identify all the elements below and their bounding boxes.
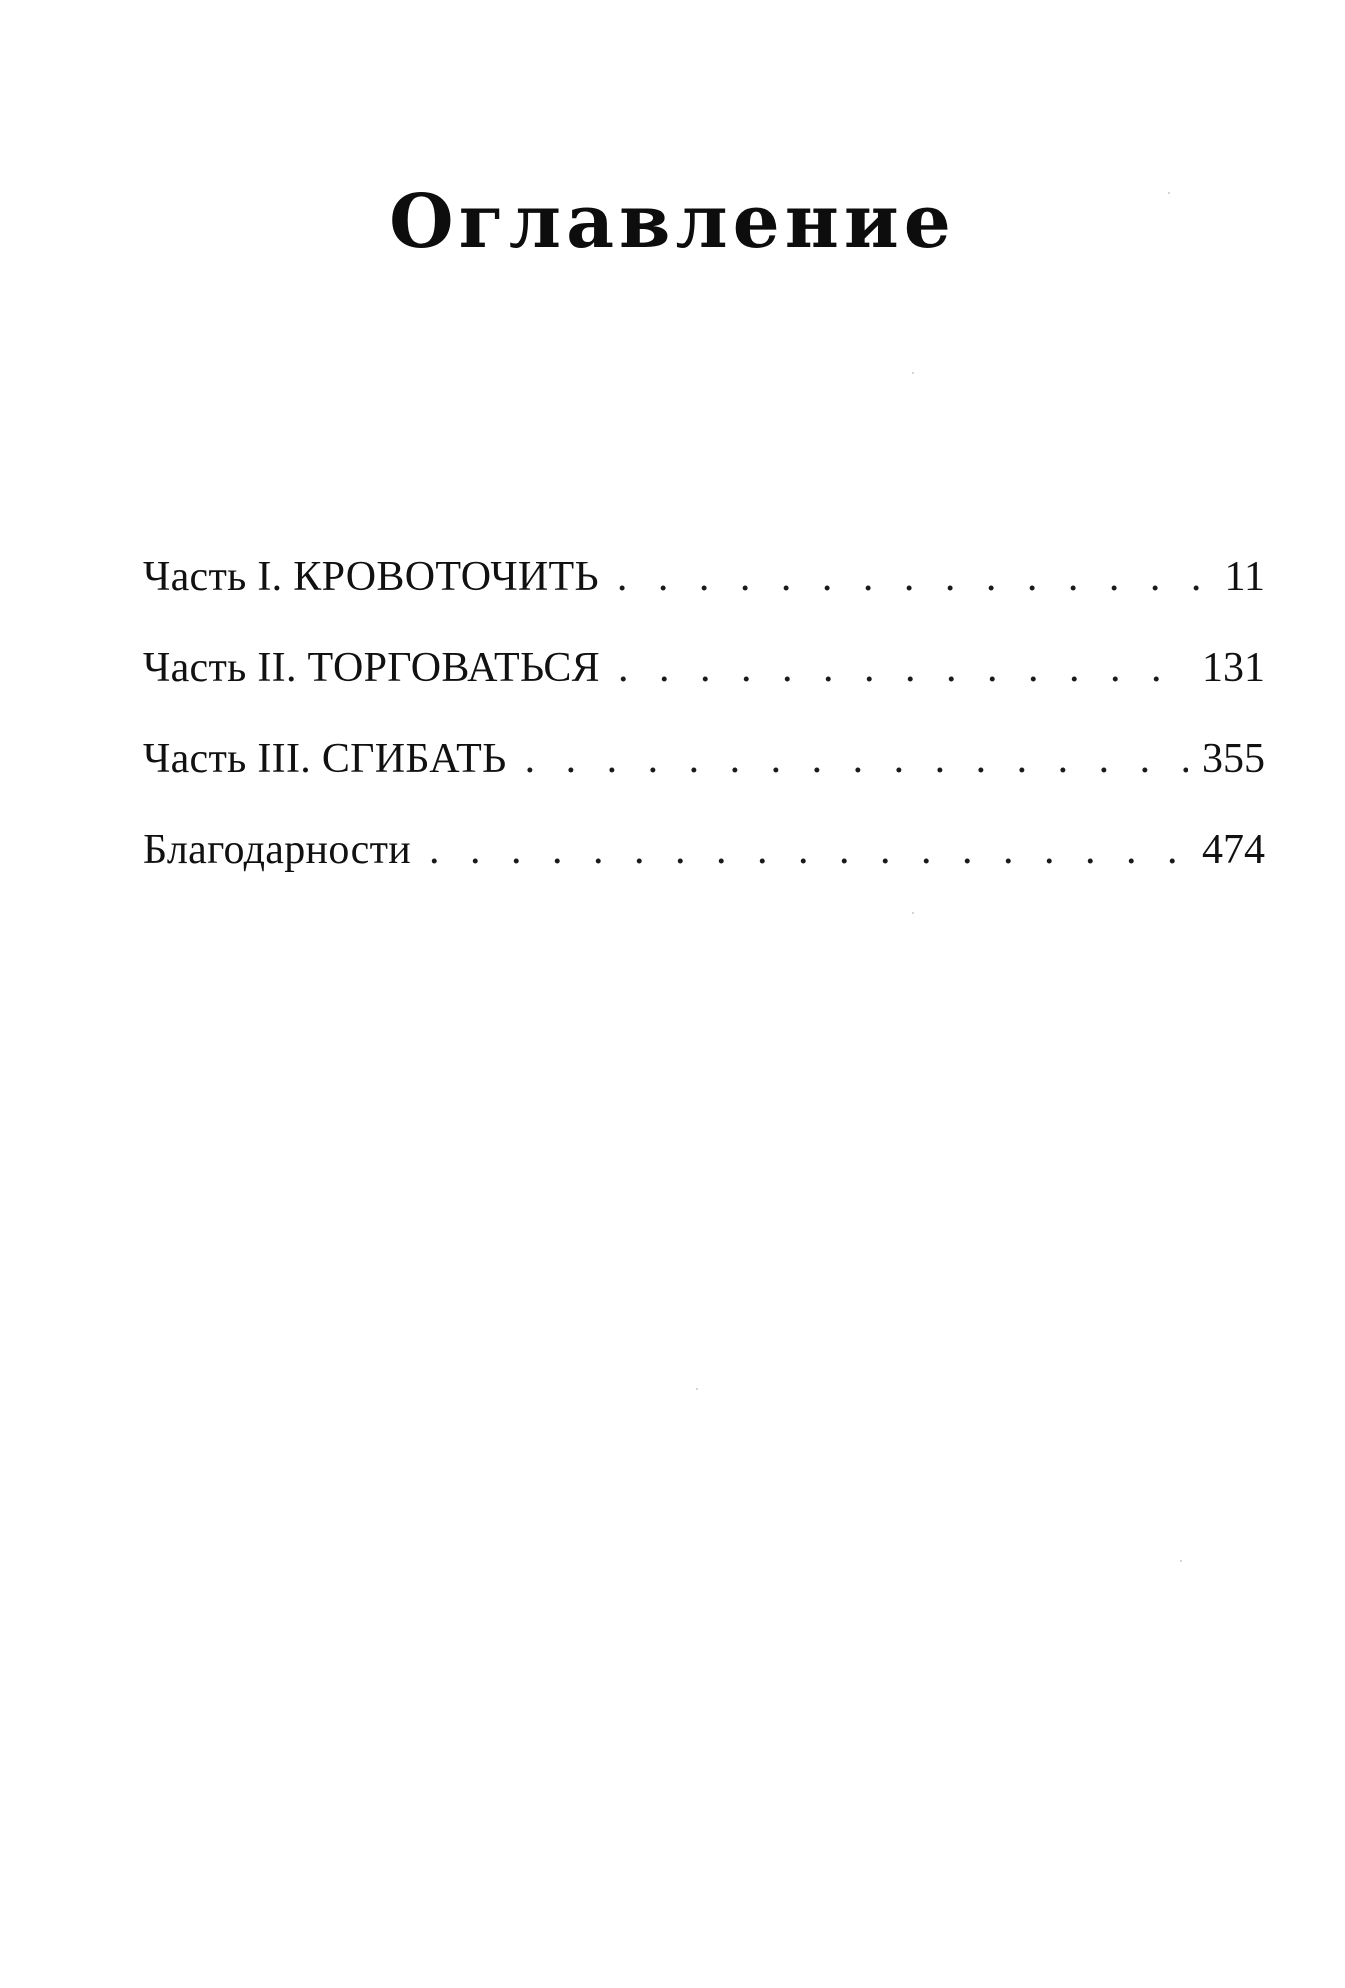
- toc-entry-label: Благодарности: [143, 827, 412, 873]
- toc-entry-page-number: 474: [1202, 827, 1265, 873]
- dot-leader: [618, 637, 1188, 699]
- toc-entry-label: Часть I. КРОВОТОЧИТЬ: [143, 554, 599, 600]
- table-of-contents: [143, 546, 1265, 910]
- paper-speck: [1168, 192, 1170, 194]
- toc-entry-part-2: [143, 637, 1265, 699]
- toc-entry-part-1: [143, 546, 1265, 608]
- dot-leader: [617, 546, 1201, 608]
- toc-entry-label: Часть III. СГИБАТЬ: [143, 736, 507, 782]
- toc-entry-page-number: 355: [1202, 736, 1265, 782]
- dot-leader: [429, 819, 1188, 881]
- page-title: Оглавление: [389, 179, 956, 265]
- paper-speck: [1180, 1560, 1182, 1562]
- toc-entry-part-3: [143, 728, 1265, 790]
- paper-speck: [912, 372, 914, 374]
- toc-entry-page-number: 131: [1202, 645, 1265, 691]
- toc-entry-acknowledgements: [143, 819, 1265, 881]
- paper-speck: [696, 1388, 698, 1390]
- dot-leader: [525, 728, 1188, 790]
- paper-speck: [912, 912, 914, 914]
- toc-entry-label: Часть II. ТОРГОВАТЬСЯ: [143, 645, 600, 691]
- toc-entry-page-number: 11: [1224, 554, 1265, 600]
